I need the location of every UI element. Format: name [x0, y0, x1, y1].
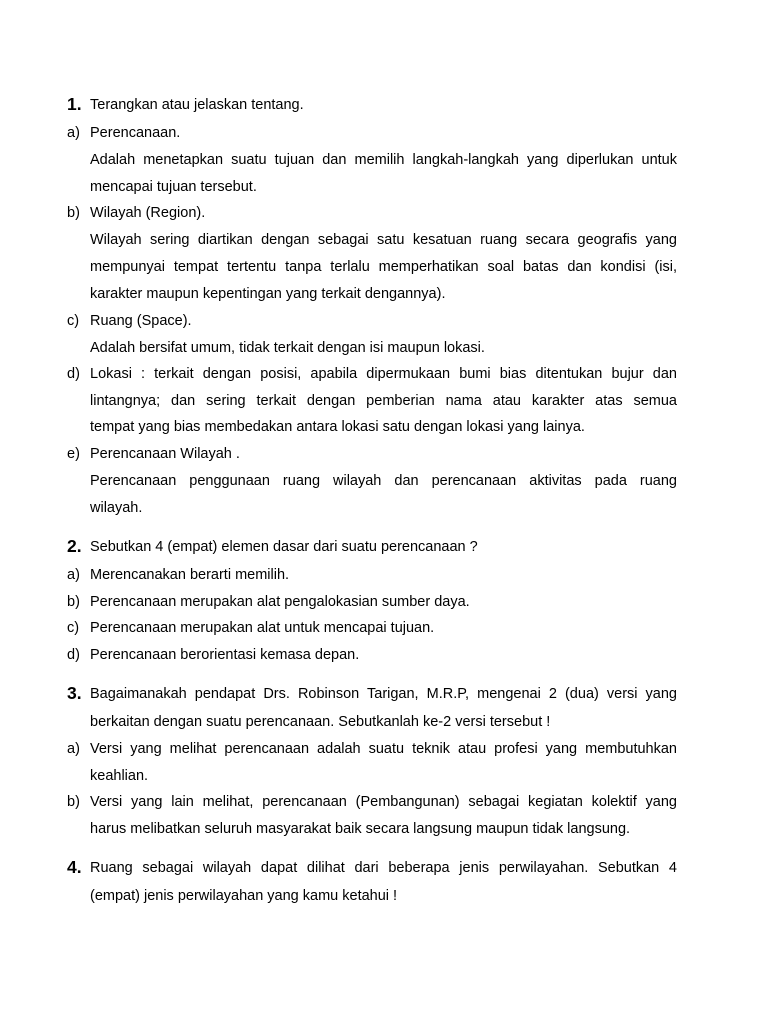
item-body-line: mencapai tujuan tersebut. — [90, 179, 257, 195]
item-marker: b) — [67, 594, 80, 610]
item-body-line: Wilayah sering diartikan dengan sebagai satu kesatuan ruang secara geografis yang — [90, 232, 677, 248]
item-marker: a) — [67, 125, 80, 141]
item-text: Perencanaan berorientasi kemasa depan. — [90, 647, 360, 663]
item-title: Wilayah (Region). — [90, 205, 206, 221]
question-text: Ruang sebagai wilayah dapat dilihat dari beberapa jenis perwilayahan. Sebutkan 4 — [90, 860, 677, 876]
question-text: (empat) jenis perwilayahan yang kamu ketahui ! — [90, 888, 398, 904]
item-marker: b) — [67, 794, 80, 810]
item-body-line: Perencanaan penggunaan ruang wilayah dan perencanaan aktivitas pada ruang — [90, 473, 677, 489]
item-marker: d) — [67, 647, 80, 663]
question-text: Sebutkan 4 (empat) elemen dasar dari suatu perencanaan ? — [90, 539, 478, 555]
item-body-line: Adalah bersifat umum, tidak terkait dengan isi maupun lokasi. — [90, 340, 485, 356]
item-marker: a) — [67, 567, 80, 583]
item-body-line: wilayah. — [90, 500, 143, 516]
question-number: 4. — [67, 857, 82, 877]
item-text: keahlian. — [90, 768, 149, 784]
item-marker: e) — [67, 446, 80, 462]
item-body-line: Adalah menetapkan suatu tujuan dan memilih langkah-langkah yang diperlukan untuk — [90, 152, 677, 168]
question-text: Bagaimanakah pendapat Drs. Robinson Tarigan, M.R.P, mengenai 2 (dua) versi yang — [90, 686, 677, 702]
question-number: 2. — [67, 536, 82, 556]
item-marker: b) — [67, 205, 80, 221]
item-text: harus melibatkan seluruh masyarakat baik secara langsung maupun tidak langsung. — [90, 821, 631, 837]
item-text: Perencanaan merupakan alat untuk mencapai tujuan. — [90, 620, 435, 636]
item-title: Perencanaan Wilayah . — [90, 446, 240, 462]
item-body-line: lintangnya; dan sering terkait dengan pemberian nama atau karakter atas semua — [90, 393, 677, 409]
item-marker: d) — [67, 366, 80, 382]
item-body-line: tempat yang bias membedakan antara lokasi satu dengan lokasi yang lainya. — [90, 419, 585, 435]
item-text: Perencanaan merupakan alat pengalokasian sumber daya. — [90, 594, 470, 610]
item-title: Perencanaan. — [90, 125, 181, 141]
item-text: Versi yang lain melihat, perencanaan (Pembangunan) sebagai kegiatan kolektif yang — [90, 794, 677, 810]
item-marker: c) — [67, 620, 80, 636]
question-number: 1. — [67, 94, 82, 114]
question-number: 3. — [67, 683, 82, 703]
item-title: Lokasi : terkait dengan posisi, apabila dipermukaan bumi bias ditentukan bujur dan — [90, 366, 677, 382]
question-text: Terangkan atau jelaskan tentang. — [90, 97, 304, 113]
item-marker: a) — [67, 741, 80, 757]
item-text: Merencanakan berarti memilih. — [90, 567, 290, 583]
item-body-line: karakter maupun kepentingan yang terkait dengannya). — [90, 286, 446, 302]
item-marker: c) — [67, 313, 80, 329]
question-text: berkaitan dengan suatu perencanaan. Sebutkanlah ke-2 versi tersebut ! — [90, 714, 551, 730]
item-title: Ruang (Space). — [90, 313, 192, 329]
item-text: Versi yang melihat perencanaan adalah suatu teknik atau profesi yang membutuhkan — [90, 741, 677, 757]
item-body-line: mempunyai tempat tertentu tanpa terlalu memperhatikan soal batas dan kondisi (isi, — [90, 259, 677, 275]
